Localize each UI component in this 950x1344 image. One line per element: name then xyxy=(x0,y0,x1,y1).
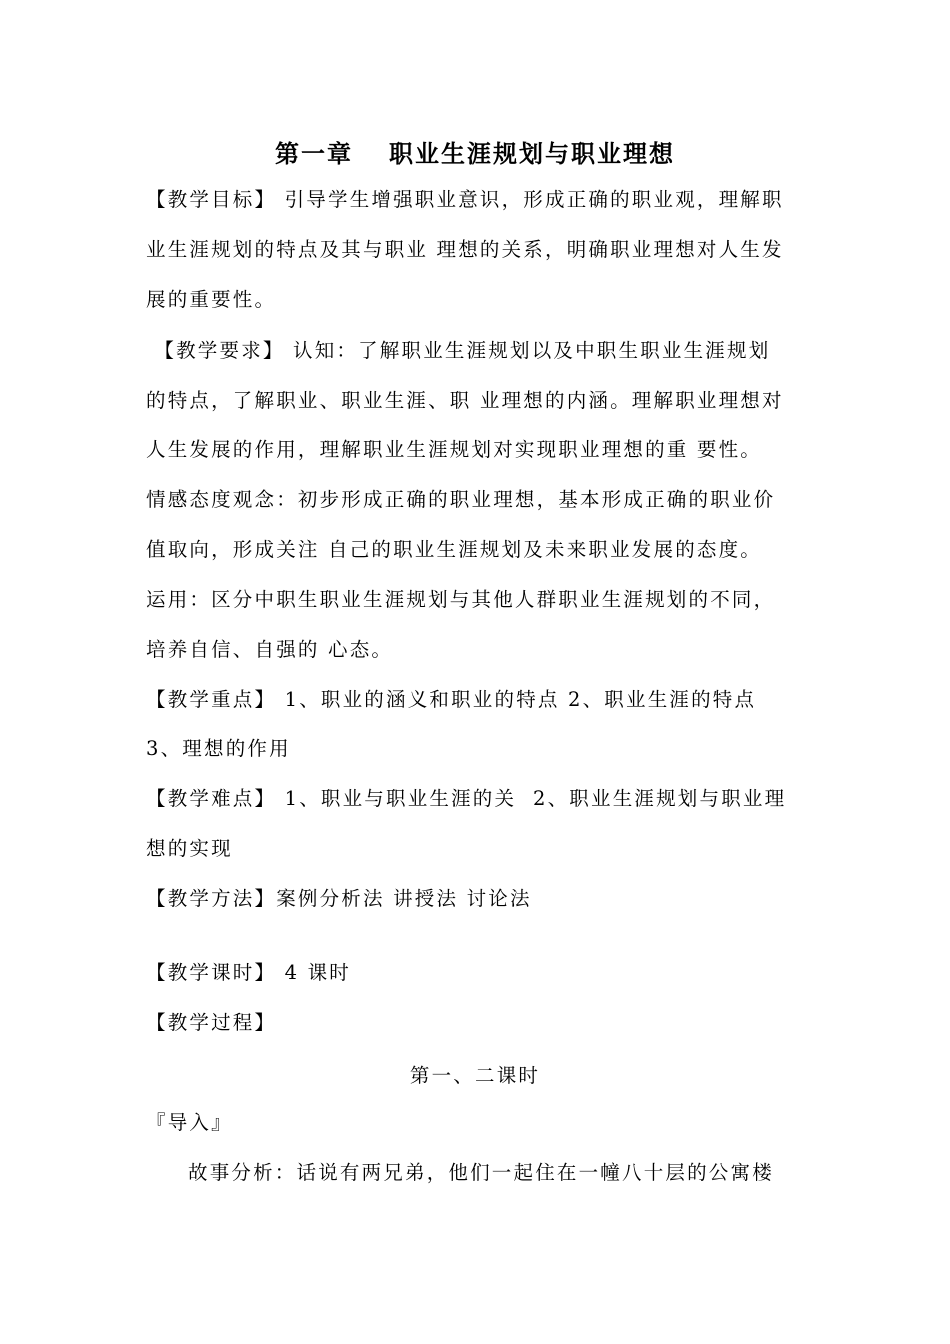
text-line: 运用：区分中职生职业生涯规划与其他人群职业生涯规划的不同， xyxy=(146,588,776,611)
text-line: 想的实现 xyxy=(146,837,233,860)
text-line: 【教学难点】 1、职业与职业生涯的关 2、职业生涯规划与职业理 xyxy=(146,787,787,810)
story-paragraph: 故事分析：话说有两兄弟，他们一起住在一幢八十层的公寓楼 xyxy=(188,1161,774,1184)
text-line: 【教学课时】 4 课时 xyxy=(146,961,352,984)
text-line: 值取向，形成关注 自己的职业生涯规划及未来职业发展的态度。 xyxy=(146,538,762,561)
text-line: 业生涯规划的特点及其与职业 理想的关系，明确职业理想对人生发 xyxy=(146,238,784,261)
text-line: 情感态度观念：初步形成正确的职业理想，基本形成正确的职业价 xyxy=(146,488,776,511)
chapter-name: 职业生涯规划与职业理想 xyxy=(389,139,675,168)
text-line: 【教学方法】案例分析法 讲授法 讨论法 xyxy=(146,887,532,910)
text-line: 展的重要性。 xyxy=(146,288,277,311)
text-line: 【教学要求】 认知：了解职业生涯规划以及中职生职业生涯规划 xyxy=(146,339,771,362)
text-line: 的特点，了解职业、职业生涯、职 业理想的内涵。理解职业理想对 xyxy=(146,389,784,412)
text-line: 【教学过程】 xyxy=(146,1011,277,1034)
intro-label: 『导入』 xyxy=(146,1111,233,1134)
text-line: 【教学目标】 引导学生增强职业意识，形成正确的职业观，理解职 xyxy=(146,188,784,211)
text-line: 3、理想的作用 xyxy=(146,737,291,760)
section-heading: 第一、二课时 xyxy=(409,1064,541,1087)
text-line: 培养自信、自强的 心态。 xyxy=(146,638,394,661)
chapter-title xyxy=(0,134,950,169)
text-line: 【教学重点】 1、职业的涵义和职业的特点 2、职业生涯的特点 xyxy=(146,688,757,711)
chapter-number: 第一章 xyxy=(275,139,353,168)
text-line: 人生发展的作用，理解职业生涯规划对实现职业理想的重 要性。 xyxy=(146,438,762,461)
